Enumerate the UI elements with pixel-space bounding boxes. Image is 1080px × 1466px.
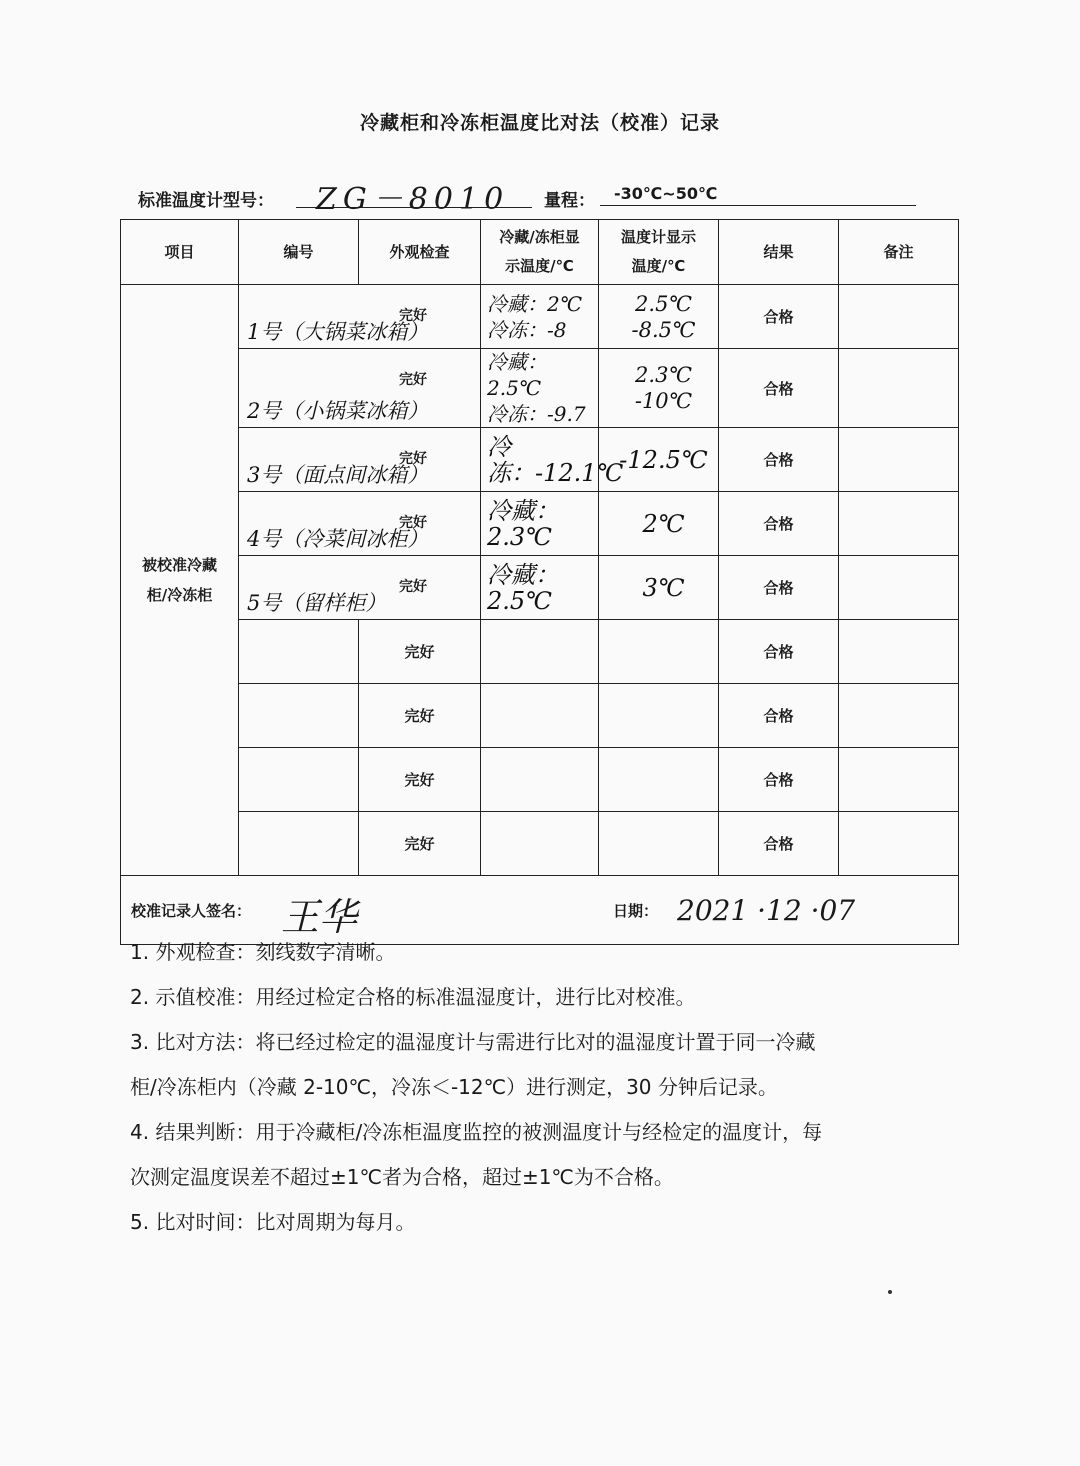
- note-cell: [839, 812, 959, 876]
- cabinet-temp-cell: [481, 684, 599, 748]
- note-line: 2. 示值校准：用经过检定合格的标准温湿度计，进行比对校准。: [130, 985, 696, 1009]
- thermo-temp-cell: [599, 428, 719, 492]
- appearance-value: 完好: [399, 451, 427, 467]
- id-cell: [239, 748, 359, 812]
- header-item: 项目: [121, 220, 239, 285]
- date-value: 2021 ·12 ·07: [677, 894, 856, 927]
- id-appearance-cell: [239, 556, 481, 620]
- result-cell: 合格: [719, 748, 839, 812]
- appearance-value: 完好: [399, 372, 427, 388]
- header-cabinet-temp-line2: 示温度/℃: [505, 257, 574, 275]
- stray-dot: [888, 1290, 892, 1294]
- cabinet-temp-line1: 冷藏：2.3℃: [487, 496, 559, 551]
- recorder-signature: 王华: [281, 895, 358, 939]
- note-cell: [839, 428, 959, 492]
- note-cell: [839, 492, 959, 556]
- appearance-cell: 完好: [359, 620, 481, 684]
- result-cell: 合格: [719, 349, 839, 428]
- result-cell: 合格: [719, 428, 839, 492]
- header-cabinet-temp: [481, 220, 599, 285]
- result-cell: 合格: [719, 620, 839, 684]
- cabinet-temp-cell: [481, 556, 599, 620]
- table-row: [121, 748, 959, 812]
- table-row: [121, 492, 959, 556]
- appearance-cell: 完好: [359, 748, 481, 812]
- thermo-temp-cell: [599, 349, 719, 428]
- id-appearance-cell: [239, 285, 481, 349]
- id-cell: [239, 812, 359, 876]
- appearance-cell: 完好: [359, 812, 481, 876]
- thermo-temp-line2: -10℃: [634, 389, 693, 413]
- cabinet-id: 3号（面点间冰箱）: [247, 463, 429, 487]
- header-appearance: 外观检查: [359, 220, 481, 285]
- range-label: 量程：: [544, 191, 595, 211]
- id-appearance-cell: [239, 428, 481, 492]
- table-row: [121, 428, 959, 492]
- table-row: [121, 556, 959, 620]
- table-row: [121, 684, 959, 748]
- range-value: -30℃~50℃: [600, 184, 916, 206]
- thermo-temp-cell: [599, 748, 719, 812]
- header-cabinet-temp-line1: 冷藏/冻柜显: [499, 228, 580, 246]
- cabinet-id: 5号（留样柜）: [247, 591, 387, 615]
- note-line: 4. 结果判断：用于冷藏柜/冷冻柜温度监控的被测温度计与经检定的温度计，每: [130, 1120, 823, 1144]
- note-line: 3. 比对方法：将已经过检定的温湿度计与需进行比对的温湿度计置于同一冷藏: [130, 1030, 816, 1054]
- cabinet-id: 4号（冷菜间冰柜）: [247, 527, 429, 551]
- id-appearance-cell: [239, 492, 481, 556]
- note-cell: [839, 556, 959, 620]
- note-line: 1. 外观检查：刻线数字清晰。: [130, 940, 396, 964]
- model-value: ZG－8010: [296, 174, 532, 208]
- appearance-value: 完好: [399, 308, 427, 324]
- note-cell: [839, 349, 959, 428]
- document-title: 冷藏柜和冷冻柜温度比对法（校准）记录: [359, 112, 720, 134]
- thermo-temp-line2: -8.5℃: [631, 317, 696, 342]
- thermo-temp-cell: [599, 684, 719, 748]
- table-row: [121, 620, 959, 684]
- thermo-temp-line1: -12.5℃: [619, 445, 708, 474]
- recorder-label: 校准记录人签名：: [131, 902, 252, 920]
- table-row: [121, 285, 959, 349]
- thermo-temp-cell: [599, 285, 719, 349]
- result-cell: 合格: [719, 684, 839, 748]
- thermo-temp-cell: [599, 556, 719, 620]
- note-line: 柜/冷冻柜内（冷藏 2-10℃，冷冻＜-12℃）进行测定，30 分钟后记录。: [130, 1075, 778, 1099]
- thermo-temp-cell: [599, 620, 719, 684]
- thermo-temp-line1: 3℃: [642, 573, 685, 602]
- cabinet-id: 1号（大锅菜冰箱）: [247, 320, 429, 344]
- result-cell: 合格: [719, 556, 839, 620]
- table-row: [121, 812, 959, 876]
- category-line1: 被校准冷藏: [141, 556, 217, 574]
- cabinet-temp-line1: 冷冻：-12.1℃: [487, 432, 624, 487]
- cabinet-temp-line1: 冷藏：2.5℃: [487, 560, 559, 615]
- thermo-temp-cell: [599, 812, 719, 876]
- header-thermo-temp-line1: 温度计显示: [620, 228, 696, 246]
- appearance-cell: 完好: [359, 684, 481, 748]
- result-cell: 合格: [719, 285, 839, 349]
- result-cell: 合格: [719, 492, 839, 556]
- cabinet-temp-cell: [481, 492, 599, 556]
- cabinet-temp-cell: [481, 285, 599, 349]
- header-id: 编号: [239, 220, 359, 285]
- cabinet-temp-cell: [481, 620, 599, 684]
- header-thermometer-temp: [599, 220, 719, 285]
- note-cell: [839, 620, 959, 684]
- model-label: 标准温度计型号：: [138, 191, 274, 211]
- note-cell: [839, 285, 959, 349]
- cabinet-temp-line2: 冷冻：-9.7: [487, 402, 586, 426]
- header-result: 结果: [719, 220, 839, 285]
- note-cell: [839, 748, 959, 812]
- id-cell: [239, 620, 359, 684]
- date-label: 日期：: [613, 902, 659, 920]
- appearance-value: 完好: [399, 579, 427, 595]
- result-cell: 合格: [719, 812, 839, 876]
- meta-line: [138, 180, 918, 216]
- appearance-value: 完好: [399, 515, 427, 531]
- notes-section: [130, 930, 930, 1245]
- header-row: [121, 220, 959, 285]
- note-line: 次测定温度误差不超过±1℃者为合格，超过±1℃为不合格。: [130, 1165, 674, 1189]
- category-line2: 柜/冷冻柜: [146, 586, 213, 604]
- cabinet-temp-cell: [481, 428, 624, 492]
- cabinet-id: 2号（小锅菜冰箱）: [247, 399, 429, 423]
- header-thermo-temp-line2: 温度/℃: [631, 257, 686, 275]
- note-cell: [839, 684, 959, 748]
- cabinet-temp-cell: [481, 748, 599, 812]
- id-cell: [239, 684, 359, 748]
- cabinet-temp-line2: 冷冻：-8: [487, 317, 567, 342]
- table-row: [121, 349, 959, 428]
- thermo-temp-cell: [599, 492, 719, 556]
- calibration-table: [120, 219, 959, 945]
- header-note: 备注: [839, 220, 959, 285]
- thermo-temp-line1: 2.5℃: [635, 291, 692, 316]
- thermo-temp-line1: 2℃: [642, 509, 685, 538]
- cabinet-temp-line1: 冷藏：2.5℃: [487, 350, 547, 400]
- thermo-temp-line1: 2.3℃: [635, 363, 692, 387]
- category-cell: [121, 285, 239, 876]
- id-appearance-cell: [239, 349, 481, 428]
- cabinet-temp-cell: [481, 812, 599, 876]
- note-line: 5. 比对时间：比对周期为每月。: [130, 1210, 416, 1234]
- cabinet-temp-line1: 冷藏：2℃: [487, 291, 583, 316]
- cabinet-temp-cell: [481, 349, 599, 428]
